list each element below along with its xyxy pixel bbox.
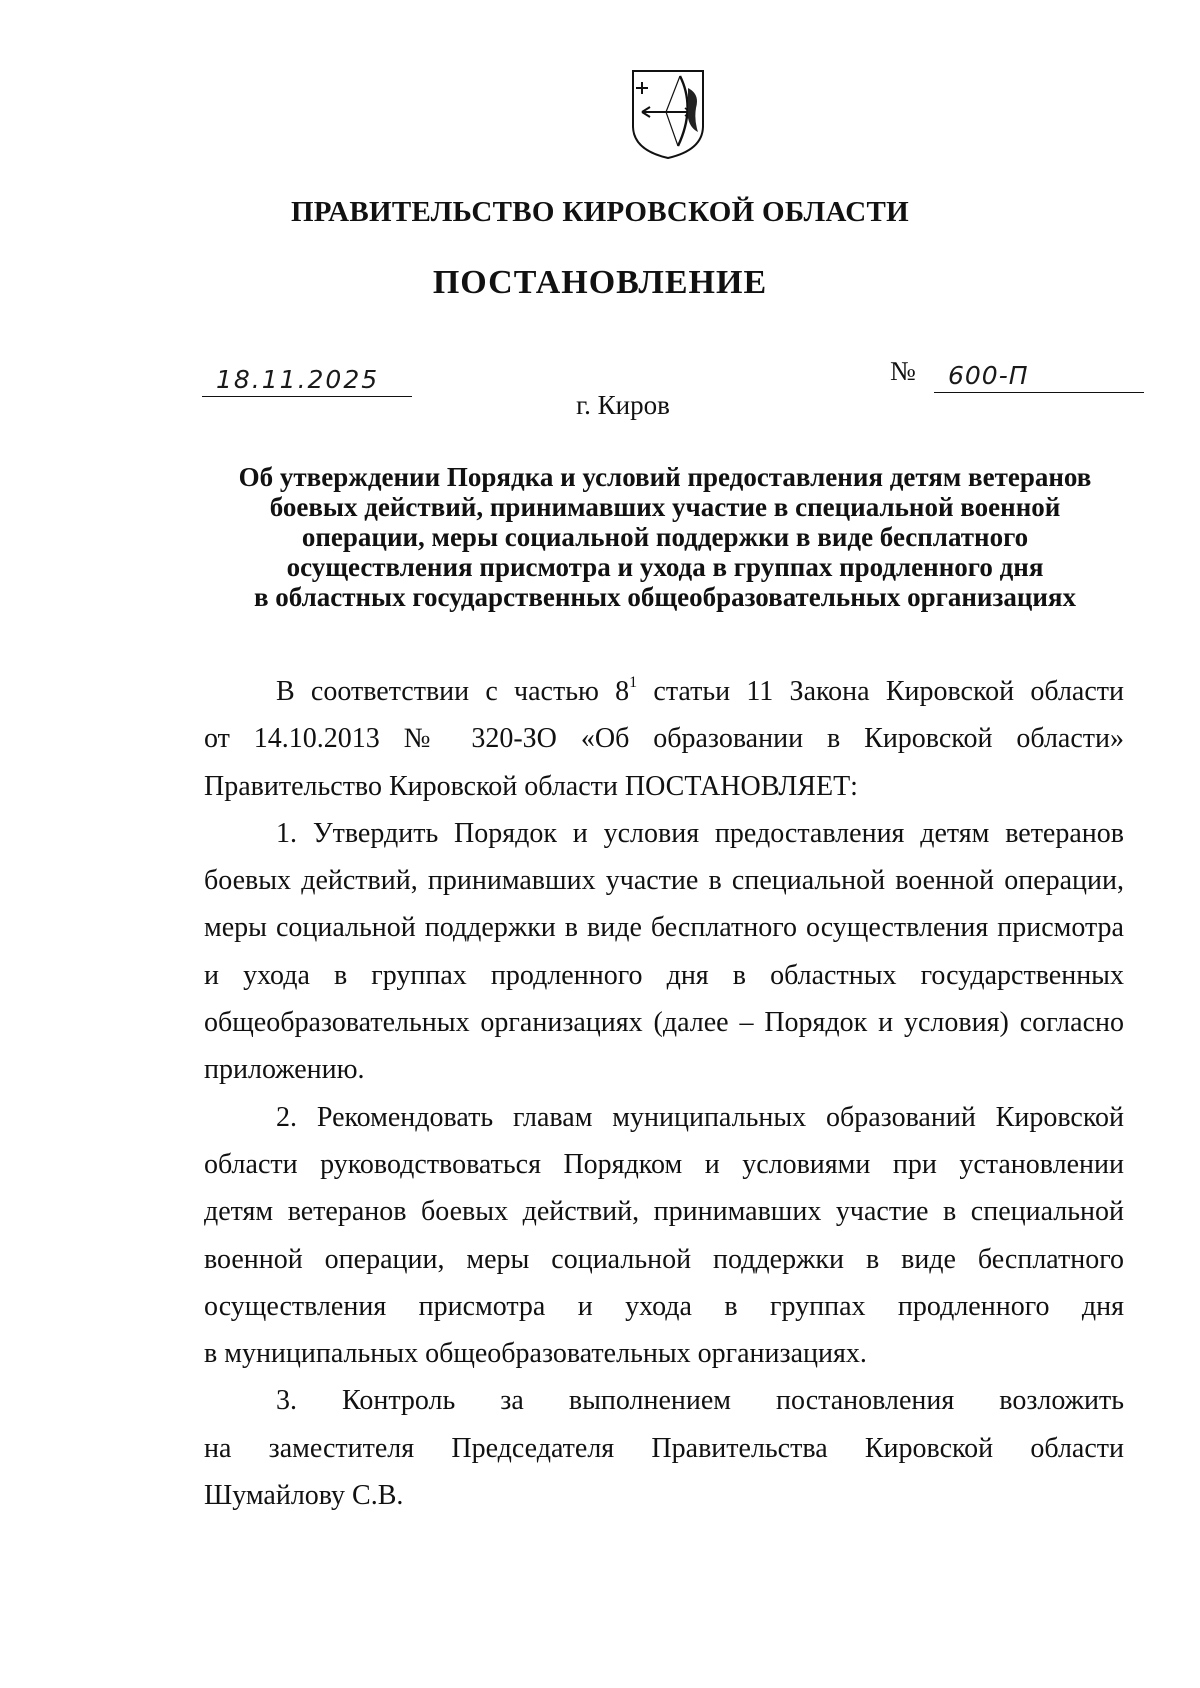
- paragraph-line: области руководствоваться Порядком и условиями при установлении: [204, 1148, 1124, 1180]
- subject-line: операции, меры социальной поддержки в виде бесплатного: [301, 522, 1029, 552]
- document-date: 18.11.2025: [216, 365, 380, 394]
- paragraph-line: 2. Рекомендовать главам муниципальных образований Кировской: [276, 1101, 1124, 1133]
- document-subject: [200, 462, 1130, 612]
- subject-line: Об утверждении Порядка и условий предоставления детям ветеранов: [238, 462, 1092, 492]
- paragraph-line: общеобразовательных организациях (далее – Порядок и условия) согласно: [204, 1007, 1124, 1039]
- item-paragraph-1: [204, 810, 1124, 1094]
- preamble-line: Правительство Кировской области ПОСТАНОВЛЯЕТ:: [204, 770, 858, 802]
- preamble-line: В соответствии с частью $8^1$ статьи 11 Закона Кировской области: [276, 673, 1124, 707]
- superscript: 1: [629, 673, 638, 691]
- paragraph-line: детям ветеранов боевых действий, принимавших участие в специальной: [204, 1196, 1124, 1228]
- subject-line: осуществления присмотра и ухода в группах продленного дня: [286, 552, 1044, 582]
- paragraph-line: меры социальной поддержки в виде бесплатного осуществления присмотра: [204, 912, 1124, 944]
- number-sign: №: [890, 356, 916, 386]
- paragraph-line: 3. Контроль за выполнением постановления возложить: [276, 1385, 1124, 1417]
- paragraph-line: приложению.: [204, 1054, 365, 1086]
- city-line: г. Киров: [576, 390, 670, 420]
- document-number-line: [934, 352, 1144, 393]
- paragraph-line: осуществления присмотра и ухода в группах продленного дня: [204, 1290, 1124, 1322]
- paragraph-line: в муниципальных общеобразовательных организациях.: [204, 1338, 867, 1370]
- organization-title: ПРАВИТЕЛЬСТВО КИРОВСКОЙ ОБЛАСТИ: [290, 196, 910, 228]
- paragraph-line: на заместителя Председателя Правительства Кировской области: [204, 1432, 1124, 1464]
- paragraph-line: военной операции, меры социальной поддержки в виде бесплатного: [204, 1243, 1124, 1275]
- item-paragraph-2: [204, 1094, 1124, 1378]
- document-number: 600-П: [948, 361, 1029, 390]
- paragraph-line: Шумайлову С.В.: [204, 1480, 404, 1512]
- preamble-paragraph: [204, 668, 1124, 810]
- kirov-coat-of-arms-icon: [630, 68, 706, 160]
- subject-line: в областных государственных общеобразовательных организациях: [253, 582, 1077, 612]
- paragraph-line: 1. Утвердить Порядок и условия предоставления детям ветеранов: [276, 817, 1124, 849]
- paragraph-line: и ухода в группах продленного дня в областных государственных: [204, 959, 1124, 991]
- item-paragraph-3: [204, 1377, 1124, 1519]
- paragraph-line: боевых действий, принимавших участие в специальной военной операции,: [204, 865, 1124, 897]
- subject-line: боевых действий, принимавших участие в специальной военной: [269, 492, 1061, 522]
- document-type-title: ПОСТАНОВЛЕНИЕ: [432, 264, 768, 301]
- document-body: [204, 668, 1124, 1519]
- preamble-line: от 14.10.2013 № 320-ЗО «Об образовании в Кировской области»: [204, 723, 1124, 755]
